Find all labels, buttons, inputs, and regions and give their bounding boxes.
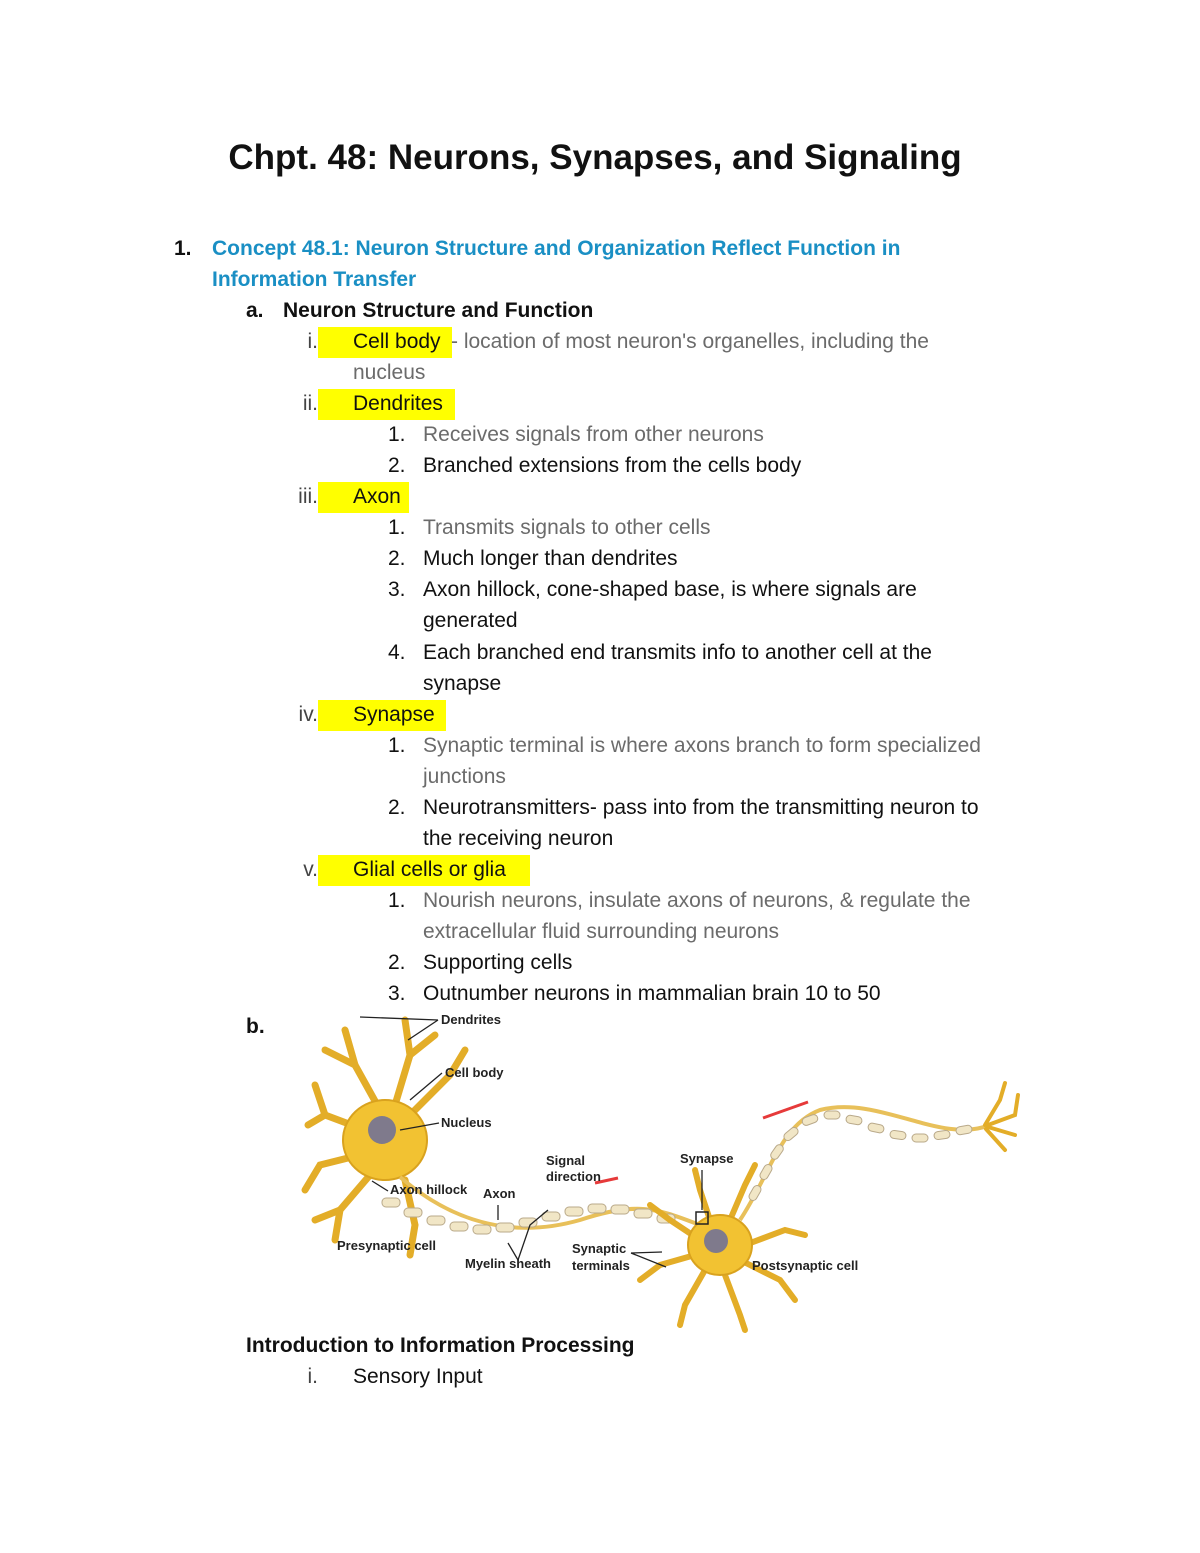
postsynaptic-axon: [740, 1107, 990, 1220]
label-postsynaptic-cell: Postsynaptic cell: [752, 1258, 859, 1273]
subsection-title-a: Neuron Structure and Function: [283, 299, 594, 322]
glia-item-1-line1: Nourish neurons, insulate axons of neurons, & regulate the: [423, 889, 971, 912]
label-myelin-sheath: Myelin sheath: [465, 1256, 551, 1271]
axon-item-4-line1: Each branched end transmits info to another cell at the: [423, 641, 932, 664]
num-label: 1.: [388, 516, 406, 539]
signal-arrow-upper: [763, 1102, 808, 1118]
outline-number-1: 1.: [174, 237, 192, 260]
neuron-diagram: [300, 1005, 1030, 1335]
term-axon: Axon: [353, 485, 401, 508]
label-signal: Signal: [546, 1153, 586, 1168]
page-title: Chpt. 48: Neurons, Synapses, and Signaling: [228, 138, 962, 177]
label-synaptic: Synaptic: [572, 1241, 627, 1256]
num-label: 1.: [388, 423, 406, 446]
postsynaptic-nucleus: [704, 1229, 728, 1253]
axon-item-3-line1: Axon hillock, cone-shaped base, is where signals are: [423, 578, 917, 601]
num-label: 2.: [388, 951, 406, 974]
roman-marker-i: i.: [307, 1365, 318, 1388]
concept-heading-line2: Information Transfer: [212, 268, 417, 291]
concept-heading-line1: Concept 48.1: Neuron Structure and Organization Reflect Function in: [212, 237, 901, 260]
term-synapse: Synapse: [353, 703, 435, 726]
sensory-input-item: Sensory Input: [353, 1365, 483, 1388]
label-direction: direction: [546, 1169, 601, 1184]
postsynaptic-myelin-segments: [748, 1111, 973, 1202]
label-dendrites: Dendrites: [441, 1012, 501, 1027]
glia-item-3: Outnumber neurons in mammalian brain 10 to 50: [423, 982, 881, 1005]
axon-item-2: Much longer than dendrites: [423, 547, 678, 570]
term-glial-cells: Glial cells or glia: [353, 858, 506, 881]
num-label: 2.: [388, 796, 406, 819]
presynaptic-nucleus: [368, 1116, 396, 1144]
label-cell-body: Cell body: [445, 1065, 504, 1080]
roman-marker-i: i.: [307, 330, 318, 353]
synapse-item-1-line1: Synaptic terminal is where axons branch to form specialized: [423, 734, 981, 757]
dendrites-item-1: Receives signals from other neurons: [423, 423, 764, 446]
synapse-item-2-line2: the receiving neuron: [423, 827, 614, 850]
roman-marker-ii: ii.: [302, 392, 318, 415]
roman-marker-iv: iv.: [298, 703, 318, 726]
axon-item-3-line2: generated: [423, 609, 518, 632]
roman-marker-v: v.: [303, 858, 318, 881]
synapse-item-2-line1: Neurotransmitters- pass into from the transmitting neuron to: [423, 796, 979, 819]
roman-marker-iii: iii.: [298, 485, 318, 508]
num-label: 1.: [388, 889, 406, 912]
axon-item-4-line2: synapse: [423, 672, 502, 695]
label-presynaptic-cell: Presynaptic cell: [337, 1238, 436, 1253]
glia-item-2: Supporting cells: [423, 951, 573, 974]
term-dendrites: Dendrites: [353, 392, 443, 415]
label-axon-hillock: Axon hillock: [390, 1182, 468, 1197]
dendrites-item-2: Branched extensions from the cells body: [423, 454, 802, 477]
label-terminals: terminals: [572, 1258, 630, 1273]
cell-body-description-line2: nucleus: [353, 361, 426, 384]
axon-item-1: Transmits signals to other cells: [423, 516, 711, 539]
subsection-marker-b: b.: [246, 1015, 265, 1038]
glia-item-1-line2: extracellular fluid surrounding neurons: [423, 920, 780, 943]
subsection-marker-a: a.: [246, 299, 264, 322]
axon-terminal-branches: [985, 1083, 1018, 1150]
num-label: 4.: [388, 641, 406, 664]
label-synapse: Synapse: [680, 1151, 734, 1166]
label-axon: Axon: [483, 1186, 516, 1201]
num-label: 3.: [388, 982, 406, 1005]
synapse-item-1-line2: junctions: [423, 765, 506, 788]
term-cell-body: Cell body: [353, 330, 441, 353]
cell-body-description-line1: - location of most neuron's organelles, including the: [451, 330, 929, 353]
num-label: 3.: [388, 578, 406, 601]
section-heading-information-processing: Introduction to Information Processing: [246, 1334, 635, 1357]
num-label: 1.: [388, 734, 406, 757]
label-nucleus: Nucleus: [441, 1115, 492, 1130]
num-label: 2.: [388, 454, 406, 477]
num-label: 2.: [388, 547, 406, 570]
